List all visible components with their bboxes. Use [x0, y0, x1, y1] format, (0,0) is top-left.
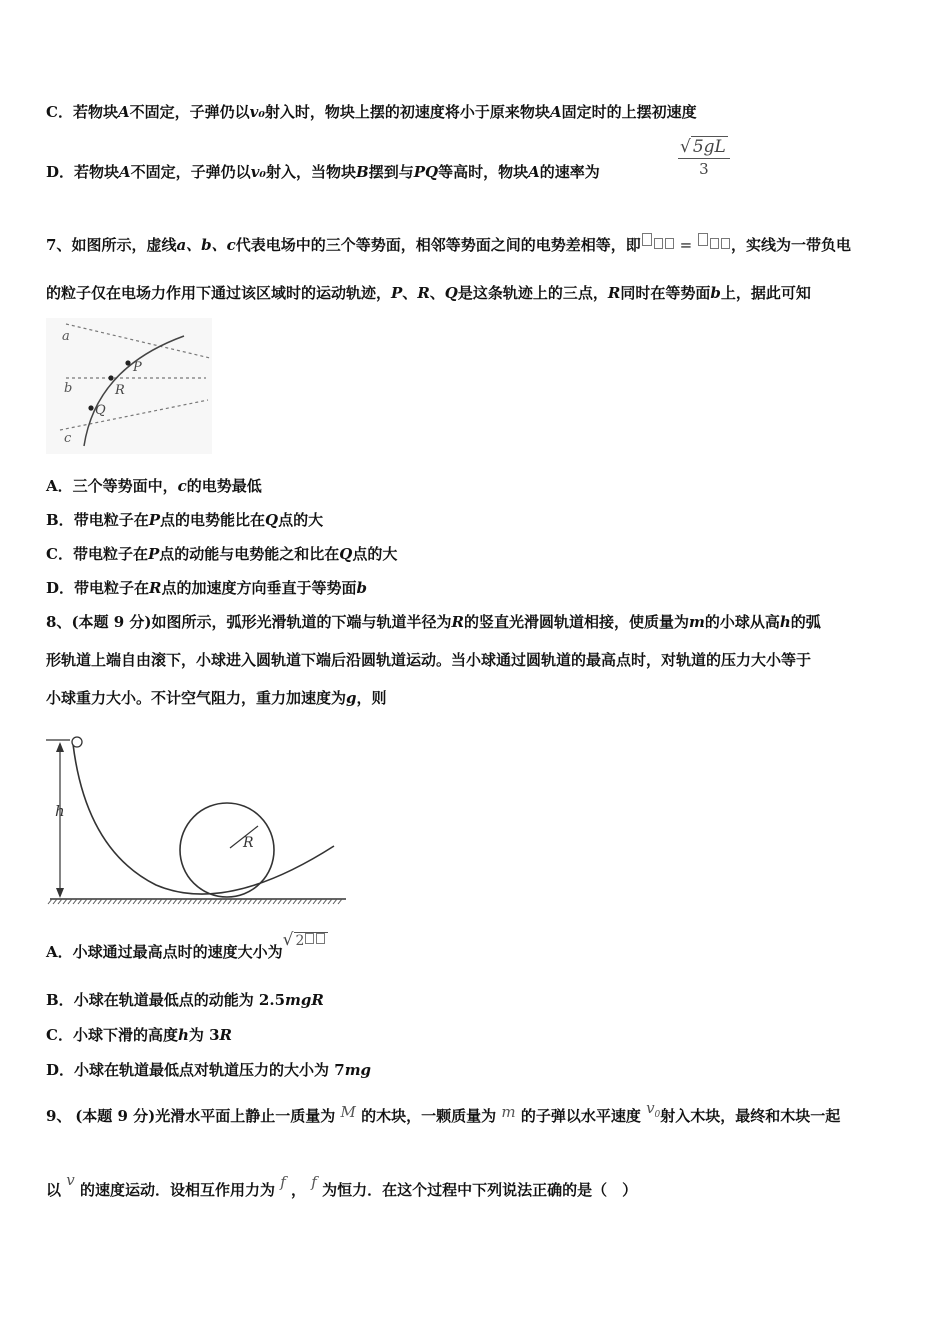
hatch-mark [278, 899, 282, 904]
q7-stem-line1: 7、如图所示，虚线a、b、c代表电场中的三个等势面，相邻等势面之间的电势差相等，即 = ，实线为一带负电 [46, 233, 912, 255]
q6-option-c: C．若物块A不固定，子弹仍以v₀射入时，物块上摆的初速度将小于原来物块A固定时的上摆初速度 [46, 103, 697, 121]
label-p: P [133, 360, 142, 375]
q8-option-c: C．小球下滑的高度h为 3R [46, 1026, 233, 1044]
hatch-mark [68, 899, 72, 904]
hatch-mark [313, 899, 317, 904]
hatch-mark [308, 899, 312, 904]
hatch-mark [253, 899, 257, 904]
hatch-mark [113, 899, 117, 904]
hatch-mark [283, 899, 287, 904]
label-q: Q [95, 403, 106, 418]
height-arrow-head-bottom [56, 888, 64, 898]
hatch-mark [63, 899, 67, 904]
potential-diff-equation: = [641, 236, 731, 254]
hatch-mark [143, 899, 147, 904]
hatch-mark [263, 899, 267, 904]
hatch-mark [333, 899, 337, 904]
q7-option-c: C．带电粒子在P点的动能与电势能之和比在Q点的大 [46, 545, 398, 563]
hatch-mark [73, 899, 77, 904]
point-r [108, 375, 113, 380]
hatch-mark [203, 899, 207, 904]
hatch-mark [148, 899, 152, 904]
hatch-mark [183, 899, 187, 904]
height-arrow-head-top [56, 742, 64, 752]
point-q [88, 405, 93, 410]
question-number: 8、 [46, 613, 72, 631]
hatch-mark [93, 899, 97, 904]
q7-option-d: D．带电粒子在R点的加速度方向垂直于等势面b [46, 579, 368, 597]
hatch-mark [118, 899, 122, 904]
hatch-mark [298, 899, 302, 904]
ground-hatching [48, 899, 342, 904]
hatch-mark [193, 899, 197, 904]
q7-option-b: B．带电粒子在P点的电势能比在Q点的大 [46, 511, 324, 529]
speed-fraction: $\frac{√ 5gL}{3}$ [678, 136, 730, 179]
hatch-mark [98, 899, 102, 904]
hatch-mark [268, 899, 272, 904]
hatch-mark [303, 899, 307, 904]
q7-stem-line2: 的粒子仅在电场力作用下通过该区域时的运动轨迹，P、R、Q是这条轨迹上的三点，R同时在等势面b上，据此可知 [46, 284, 811, 302]
hatch-mark [288, 899, 292, 904]
option-label: D． [46, 163, 75, 181]
hatch-mark [123, 899, 127, 904]
ball [72, 737, 82, 747]
hatch-mark [53, 899, 57, 904]
hatch-mark [158, 899, 162, 904]
hatch-mark [103, 899, 107, 904]
track-figure [46, 730, 350, 916]
hatch-mark [243, 899, 247, 904]
hatch-mark [188, 899, 192, 904]
label-a: a [62, 329, 70, 344]
option-label: C． [46, 103, 73, 121]
q8-stem-line2: 形轨道上端自由滚下，小球进入圆轨道下端后沿圆轨道运动。当小球通过圆轨道的最高点时，对轨道的压力大小等于 [46, 651, 812, 669]
hatch-mark [323, 899, 327, 904]
hatch-mark [108, 899, 112, 904]
hatch-mark [248, 899, 252, 904]
hatch-mark [88, 899, 92, 904]
q7-option-a: A．三个等势面中，c的电势最低 [46, 477, 262, 495]
hatch-mark [178, 899, 182, 904]
hatch-mark [338, 899, 342, 904]
q8-option-b: B．小球在轨道最低点的动能为 2.5mgR [46, 991, 324, 1009]
hatch-mark [238, 899, 242, 904]
hatch-mark [133, 899, 137, 904]
hatch-mark [318, 899, 322, 904]
hatch-mark [228, 899, 232, 904]
q9-stem-line2: 以 v 的速度运动．设相互作用力为 f ， f 为恒力．在这个过程中下列说法正确的是（ ） [46, 1171, 638, 1199]
hatch-mark [273, 899, 277, 904]
hatch-mark [293, 899, 297, 904]
label-c: c [64, 431, 72, 446]
q8-stem-line3: 小球重力大小。不计空气阻力，重力加速度为g，则 [46, 689, 387, 707]
hatch-mark [58, 899, 62, 904]
hatch-mark [328, 899, 332, 904]
hatch-mark [128, 899, 132, 904]
q8-option-a: A．小球通过最高点时的速度大小为√ 2 [46, 942, 912, 963]
q8-option-d: D．小球在轨道最低点对轨道压力的大小为 7mg [46, 1061, 372, 1079]
hatch-mark [163, 899, 167, 904]
hatch-mark [138, 899, 142, 904]
q9-stem-line1: 9、 (本题 9 分)光滑水平面上静止一质量为 M 的木块，一颗质量为 m 的子弹以水平速度 $v_0$射入木块，最终和木块一起 [46, 1099, 841, 1125]
height-label: h [55, 802, 65, 820]
label-b: b [64, 381, 73, 396]
hatch-mark [218, 899, 222, 904]
speed-expression: √ 2 [283, 931, 329, 949]
radius-label: R [243, 835, 254, 851]
circular-track [180, 803, 274, 897]
equipotential-figure [46, 318, 212, 454]
hatch-mark [48, 899, 52, 904]
label-r: R [115, 383, 125, 398]
hatch-mark [223, 899, 227, 904]
point-p [125, 360, 130, 365]
question-number: 9、 [46, 1107, 72, 1125]
hatch-mark [168, 899, 172, 904]
hatch-mark [233, 899, 237, 904]
hatch-mark [213, 899, 217, 904]
hatch-mark [78, 899, 82, 904]
q6-option-d: D．若物块A不固定，子弹仍以v₀射入，当物块B摆到与PQ等高时，物块A的速率为 [46, 163, 600, 181]
hatch-mark [198, 899, 202, 904]
hatch-mark [258, 899, 262, 904]
hatch-mark [153, 899, 157, 904]
question-number: 7、 [46, 236, 72, 254]
hatch-mark [208, 899, 212, 904]
q8-stem-line1: 8、(本题 9 分)如图所示，弧形光滑轨道的下端与轨道半径为R的竖直光滑圆轨道相接，使质量为m的小球从高h的弧 [46, 613, 821, 631]
hatch-mark [173, 899, 177, 904]
arc-track [73, 744, 334, 894]
hatch-mark [83, 899, 87, 904]
